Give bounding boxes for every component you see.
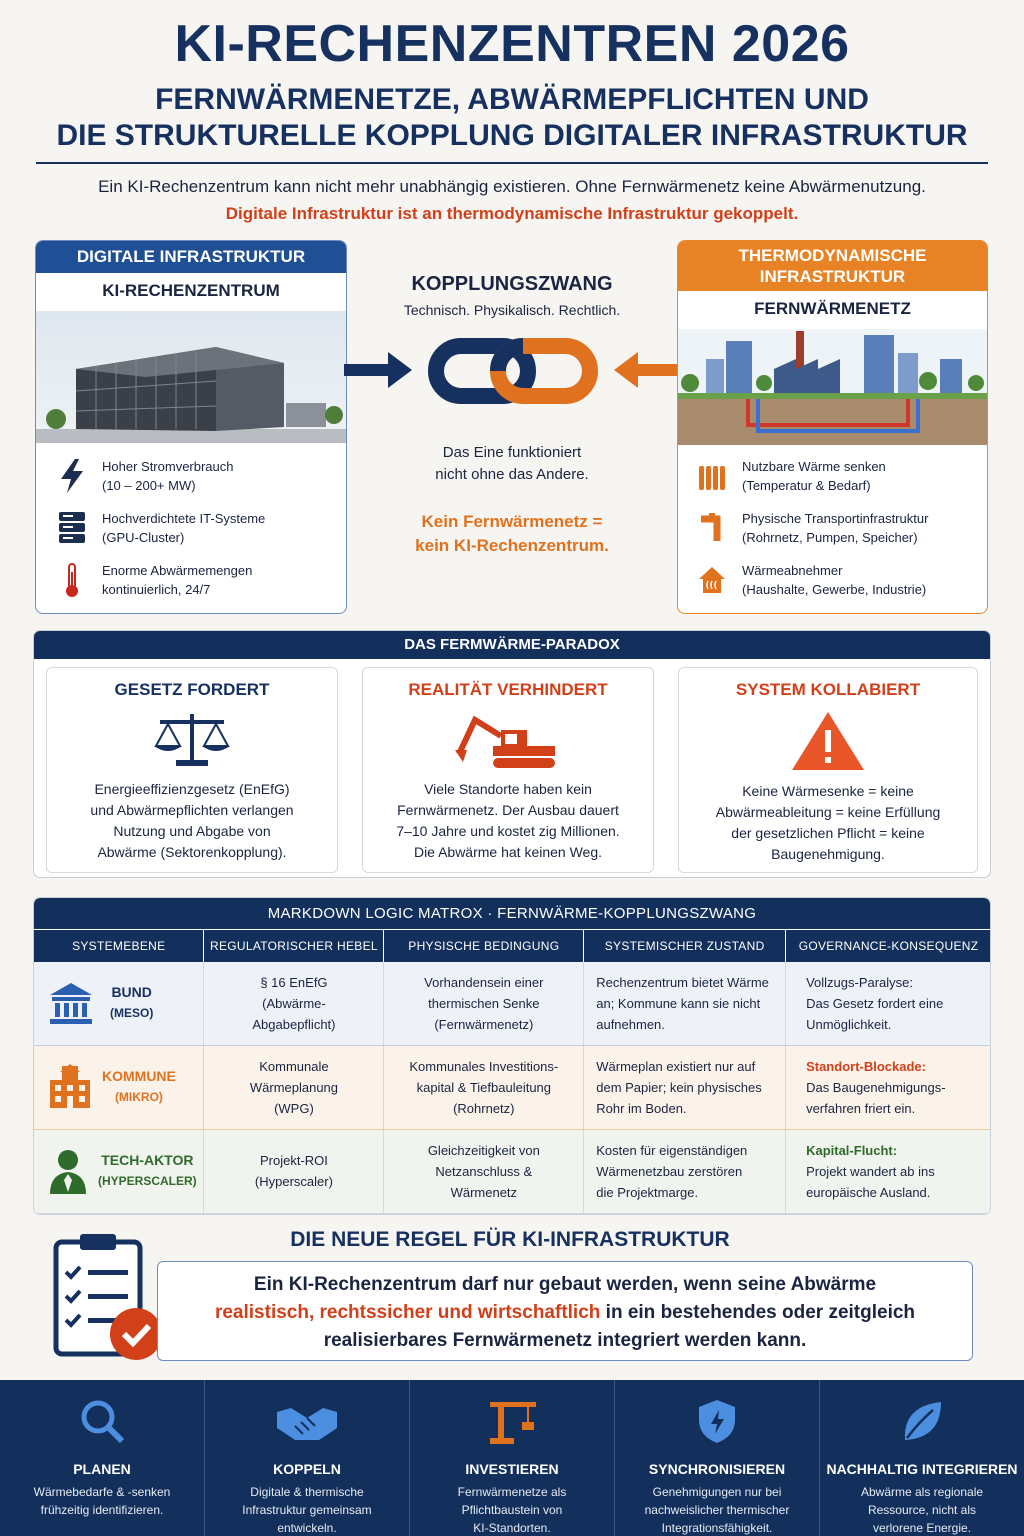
footer-synchronisieren-title: SYNCHRONISIEREN — [648, 1461, 786, 1477]
digital-infrastructure-panel — [35, 240, 347, 614]
footer-planen-line-2: frühzeitig identifizieren. — [40, 1503, 164, 1517]
thermal-header-line-2: INFRASTRUKTUR — [759, 267, 906, 286]
footer-investieren-line-1: Fernwärmenetze als — [457, 1485, 567, 1499]
footer-bar — [0, 1380, 1024, 1536]
coupling-text — [362, 442, 662, 486]
law-card-title: GESETZ FORDERT — [114, 680, 270, 699]
cell-konsequenz-bund — [786, 962, 991, 1045]
city-heat-network-image — [678, 329, 988, 445]
page-subtitle — [0, 82, 1024, 154]
paradox-title: DAS FERMWÄRME-PARADOX — [34, 631, 990, 659]
crane-icon — [486, 1398, 538, 1444]
footer-item-synchronisieren — [615, 1380, 820, 1536]
collapse-card-line-4: Baugenehmigung. — [771, 846, 885, 862]
datacenter-building-image — [36, 311, 347, 443]
coupling-title: KOPPLUNGSZWANG — [411, 273, 613, 295]
thermodynamic-infrastructure-panel — [677, 240, 988, 614]
footer-synchronisieren-line-1: Genehmigungen nur bei — [652, 1485, 782, 1499]
feature-it-systems — [56, 509, 346, 547]
cell-bedingung-kommune — [384, 1045, 584, 1129]
kommune-bedingung-line-1: Kommunales Investitions- — [409, 1058, 559, 1074]
collapse-card-title: SYSTEM KOLLABIERT — [735, 680, 921, 699]
businessman-icon — [48, 1148, 88, 1194]
rule-text-line-3: realisierbares Fernwärmenetz integriert werden kann. — [323, 1330, 807, 1351]
feature-heat-sinks — [696, 457, 987, 495]
cell-zustand-tech — [584, 1129, 786, 1213]
rule-highlight: realistisch, rechtssicher und wirtschaftlich — [214, 1302, 601, 1323]
thermal-panel-header — [678, 241, 987, 291]
feature-consumers — [696, 561, 987, 599]
feature-sinks-detail: (Temperatur & Bedarf) — [742, 478, 871, 493]
feature-consumers-detail: (Haushalte, Gewerbe, Industrie) — [742, 582, 927, 597]
cell-zustand-kommune — [584, 1045, 786, 1129]
tech-bedingung-line-3: Wärmenetz — [450, 1184, 518, 1200]
handshake-icon — [275, 1398, 339, 1444]
district-heating-illustration — [678, 329, 987, 445]
bund-level-sub: (MESO) — [110, 1006, 154, 1021]
footer-item-planen — [0, 1380, 205, 1536]
col-header-hebel: REGULATORISCHER HEBEL — [204, 930, 384, 962]
footer-koppeln-title: KOPPELN — [273, 1461, 341, 1477]
bund-zustand-line-2: an; Kommune kann sie nicht — [596, 995, 761, 1011]
magnifier-icon — [79, 1398, 125, 1444]
footer-item-koppeln — [205, 1380, 410, 1536]
logic-matrix — [33, 897, 991, 1215]
footer-koppeln-line-1: Digitale & thermische — [250, 1485, 364, 1499]
table-row — [34, 1129, 991, 1213]
feature-heat-detail: kontinuierlich, 24/7 — [102, 582, 211, 597]
footer-planen-title: PLANEN — [73, 1461, 131, 1477]
cell-bedingung-bund — [384, 962, 584, 1045]
tech-level-sub: (HYPERSCALER) — [98, 1174, 197, 1188]
law-card-line-3: Nutzung und Abgabe von — [113, 823, 271, 839]
law-card-line-4: Abwärme (Sektorenkopplung). — [97, 844, 287, 860]
feature-heat-title: Enorme Abwärmemengen — [102, 563, 253, 578]
arrow-left-icon — [610, 348, 682, 392]
cell-hebel-tech — [204, 1129, 384, 1213]
subtitle-line-1: FERNWÄRMENETZE, ABWÄRMEPFLICHTEN UND — [155, 83, 869, 116]
cell-konsequenz-kommune — [786, 1045, 991, 1129]
bund-konsequenz-line-1: Das Gesetz fordert eine — [806, 995, 944, 1011]
kommune-bedingung-line-2: kapital & Tiefbauleitung — [416, 1079, 552, 1095]
intro-line-1: Ein KI-Rechenzentrum kann nicht mehr unabhängig existieren. Ohne Fernwärmenetz keine Abwärmenutzung. — [98, 177, 926, 196]
tech-hebel-line-1: Projekt-ROI — [259, 1153, 328, 1168]
paradox-section — [33, 630, 991, 878]
footer-investieren-line-2: Pflichtbaustein von — [461, 1503, 563, 1517]
tech-zustand-line-2: Wärmenetzbau zerstören — [596, 1163, 743, 1179]
digital-panel-header: DIGITALE INFRASTRUKTUR — [36, 241, 346, 273]
tech-zustand-line-3: die Projektmarge. — [596, 1184, 699, 1200]
bund-zustand-line-3: aufnehmen. — [596, 1016, 665, 1032]
scales-icon — [152, 710, 232, 770]
feature-power-title: Hoher Stromverbrauch — [102, 459, 234, 474]
footer-koppeln-line-3: entwickeln. — [277, 1521, 337, 1535]
kommune-hebel-line-3: (WPG) — [274, 1100, 314, 1116]
bund-zustand-line-1: Rechenzentrum bietet Wärme — [596, 974, 769, 990]
tech-level-name: TECH-AKTOR — [101, 1152, 194, 1168]
rule-text-middle: in ein bestehendes oder zeitgleich — [600, 1302, 916, 1323]
feature-sinks-title: Nutzbare Wärme senken — [742, 459, 886, 474]
footer-item-nachhaltig — [820, 1380, 1024, 1536]
footer-item-investieren — [410, 1380, 615, 1536]
reality-card-line-2: Fernwärmenetz. Der Ausbau dauert — [397, 802, 619, 818]
table-row — [34, 962, 991, 1045]
kommune-konsequenz-head: Standort-Blockade: — [806, 1058, 926, 1074]
matrix-table — [34, 930, 991, 1214]
bund-bedingung-line-2: thermischen Senke — [428, 995, 540, 1011]
kommune-konsequenz-line-1: Das Baugenehmigungs- — [806, 1079, 946, 1095]
feature-transport-detail: (Rohrnetz, Pumpen, Speicher) — [742, 530, 918, 545]
shield-icon — [695, 1398, 739, 1444]
server-icon — [56, 511, 88, 545]
law-card-line-1: Energieeffizienzgesetz (EnEfG) — [94, 781, 290, 797]
cell-hebel-kommune — [204, 1045, 384, 1129]
kommune-zustand-line-2: dem Papier; kein physisches — [596, 1079, 762, 1095]
coupling-emphasis-line-1: Kein Fernwärmenetz = — [421, 512, 603, 531]
col-header-bedingung: PHYSISCHE BEDINGUNG — [384, 930, 584, 962]
cell-konsequenz-tech — [786, 1129, 991, 1213]
digital-panel-subtitle: KI-RECHENZENTRUM — [102, 281, 280, 300]
col-header-konsequenz: GOVERNANCE-KONSEQUENZ — [786, 930, 991, 962]
bund-konsequenz-head: Vollzugs-Paralyse: — [806, 974, 914, 990]
collapse-card-line-2: Abwärmeableitung = keine Erfüllung — [715, 804, 941, 820]
reality-card-line-1: Viele Standorte haben kein — [424, 781, 592, 797]
feature-power — [56, 457, 346, 495]
col-header-systemebene: SYSTEMEBENE — [34, 930, 204, 962]
reality-card-line-3: 7–10 Jahre und kostet zig Millionen. — [396, 823, 620, 839]
pipe-icon — [696, 511, 728, 545]
town-hall-icon — [48, 1064, 92, 1110]
radiator-icon — [696, 460, 728, 492]
bund-konsequenz-line-2: Unmöglichkeit. — [806, 1016, 892, 1032]
bund-hebel-line-3: Abgabepflicht) — [252, 1016, 336, 1032]
coupling-emphasis-line-2: kein KI-Rechenzentrum. — [415, 536, 609, 555]
tech-konsequenz-head: Kapital-Flucht: — [806, 1142, 898, 1158]
subtitle-line-2: DIE STRUKTURELLE KOPPLUNG DIGITALER INFRASTRUKTUR — [56, 119, 968, 152]
table-row — [34, 1045, 991, 1129]
footer-investieren-title: INVESTIEREN — [465, 1461, 559, 1477]
feature-transport — [696, 509, 987, 547]
kommune-konsequenz-line-2: verfahren friert ein. — [806, 1100, 916, 1116]
lightning-icon — [56, 459, 88, 493]
footer-nachhaltig-line-1: Abwärme als regionale — [860, 1485, 984, 1499]
col-header-zustand: SYSTEMISCHER ZUSTAND — [584, 930, 786, 962]
bund-level-name: BUND — [111, 984, 152, 1001]
cell-level-kommune — [34, 1045, 204, 1129]
matrix-header-row — [34, 930, 991, 962]
law-card-line-2: und Abwärmepflichten verlangen — [90, 802, 294, 818]
rule-text-line-1: Ein KI-Rechenzentrum darf nur gebaut werden, wenn seine Abwärme — [253, 1274, 877, 1295]
tech-konsequenz-line-2: europäische Ausland. — [806, 1184, 931, 1200]
kommune-hebel-line-2: Wärmeplanung — [249, 1079, 339, 1095]
page-title: KI-RECHENZENTREN 2026 — [174, 15, 850, 73]
cell-bedingung-tech — [384, 1129, 584, 1213]
house-heat-icon — [696, 565, 728, 595]
cell-level-bund — [34, 962, 204, 1045]
feature-it-detail: (GPU-Cluster) — [102, 530, 185, 545]
footer-nachhaltig-line-3: verlorene Energie. — [872, 1521, 972, 1535]
kommune-zustand-line-1: Wärmeplan existiert nur auf — [596, 1058, 756, 1074]
footer-nachhaltig-title: NACHHALTIG INTEGRIEREN — [826, 1461, 1018, 1477]
cell-zustand-bund — [584, 962, 786, 1045]
bund-bedingung-line-1: Vorhandensein einer — [424, 974, 544, 990]
datacenter-illustration — [36, 311, 346, 443]
matrix-title: MARKDOWN LOGIC MATROX · FERNWÄRME-KOPPLUNGSZWANG — [34, 898, 990, 930]
paradox-card-reality — [362, 667, 654, 873]
bund-hebel-line-2: (Abwärme- — [262, 995, 326, 1011]
government-building-icon — [48, 981, 94, 1025]
footer-synchronisieren-line-3: Integrationsfähigkeit. — [661, 1521, 773, 1535]
footer-koppeln-line-2: Infrastruktur gemeinsam — [242, 1503, 372, 1517]
leaf-icon — [899, 1398, 945, 1444]
coupling-text-line-2: nicht ohne das Andere. — [435, 466, 589, 483]
footer-planen-line-1: Wärmebedarfe & -senken — [33, 1485, 171, 1499]
coupling-subtitle: Technisch. Physikalisch. Rechtlich. — [403, 302, 621, 318]
coupling-text-line-1: Das Eine funktioniert — [442, 444, 582, 461]
kommune-level-name: KOMMUNE — [102, 1068, 176, 1084]
reality-card-title: REALITÄT VERHINDERT — [408, 680, 608, 699]
footer-nachhaltig-line-2: Ressource, nicht als — [867, 1503, 977, 1517]
rule-title: DIE NEUE REGEL FÜR KI-INFRASTRUKTUR — [290, 1228, 730, 1251]
feature-it-title: Hochverdichtete IT-Systeme — [102, 511, 266, 526]
kommune-bedingung-line-3: (Rohrnetz) — [453, 1100, 515, 1116]
paradox-card-law — [46, 667, 338, 873]
header-divider — [36, 162, 988, 164]
feature-transport-title: Physische Transportinfrastruktur — [742, 511, 929, 526]
collapse-card-line-1: Keine Wärmesenke = keine — [742, 783, 914, 799]
rule-box — [157, 1261, 973, 1361]
kommune-hebel-line-1: Kommunale — [259, 1058, 329, 1074]
bund-hebel-line-1: § 16 EnEfG — [260, 974, 328, 990]
thermometer-icon — [56, 562, 88, 598]
tech-hebel-line-2: (Hyperscaler) — [254, 1174, 333, 1189]
arrow-right-icon — [344, 348, 416, 392]
feature-consumers-title: Wärmeabnehmer — [742, 563, 843, 578]
bund-bedingung-line-3: (Fernwärmenetz) — [434, 1016, 534, 1032]
cell-hebel-bund — [204, 962, 384, 1045]
checklist-clipboard-icon — [50, 1232, 168, 1368]
feature-waste-heat — [56, 561, 346, 599]
reality-card-line-4: Die Abwärme hat keinen Weg. — [413, 844, 603, 860]
warning-icon — [790, 710, 866, 772]
feature-power-detail: (10 – 200+ MW) — [102, 478, 196, 493]
footer-synchronisieren-line-2: nachweislicher thermischer — [644, 1503, 790, 1517]
footer-investieren-line-3: KI-Standorten. — [473, 1521, 551, 1535]
tech-zustand-line-1: Kosten für eigenständigen — [596, 1142, 748, 1158]
kommune-zustand-line-3: Rohr im Boden. — [596, 1100, 687, 1116]
thermal-header-line-1: THERMODYNAMISCHE — [738, 246, 927, 265]
cell-level-tech — [34, 1129, 204, 1213]
paradox-card-collapse — [678, 667, 978, 873]
intro-line-2: Digitale Infrastruktur ist an thermodynamische Infrastruktur gekoppelt. — [225, 204, 799, 223]
thermal-panel-subtitle: FERNWÄRMENETZ — [754, 299, 911, 318]
tech-bedingung-line-1: Gleichzeitigkeit von — [427, 1142, 540, 1158]
tech-bedingung-line-2: Netzanschluss & — [435, 1163, 533, 1179]
tech-konsequenz-line-1: Projekt wandert ab ins — [806, 1163, 935, 1179]
kommune-level-sub: (MIKRO) — [114, 1090, 163, 1104]
chain-link-icon — [428, 334, 598, 408]
collapse-card-line-3: der gesetzlichen Pflicht = keine — [731, 825, 925, 841]
coupling-emphasis — [362, 510, 662, 558]
excavator-icon — [453, 710, 563, 770]
